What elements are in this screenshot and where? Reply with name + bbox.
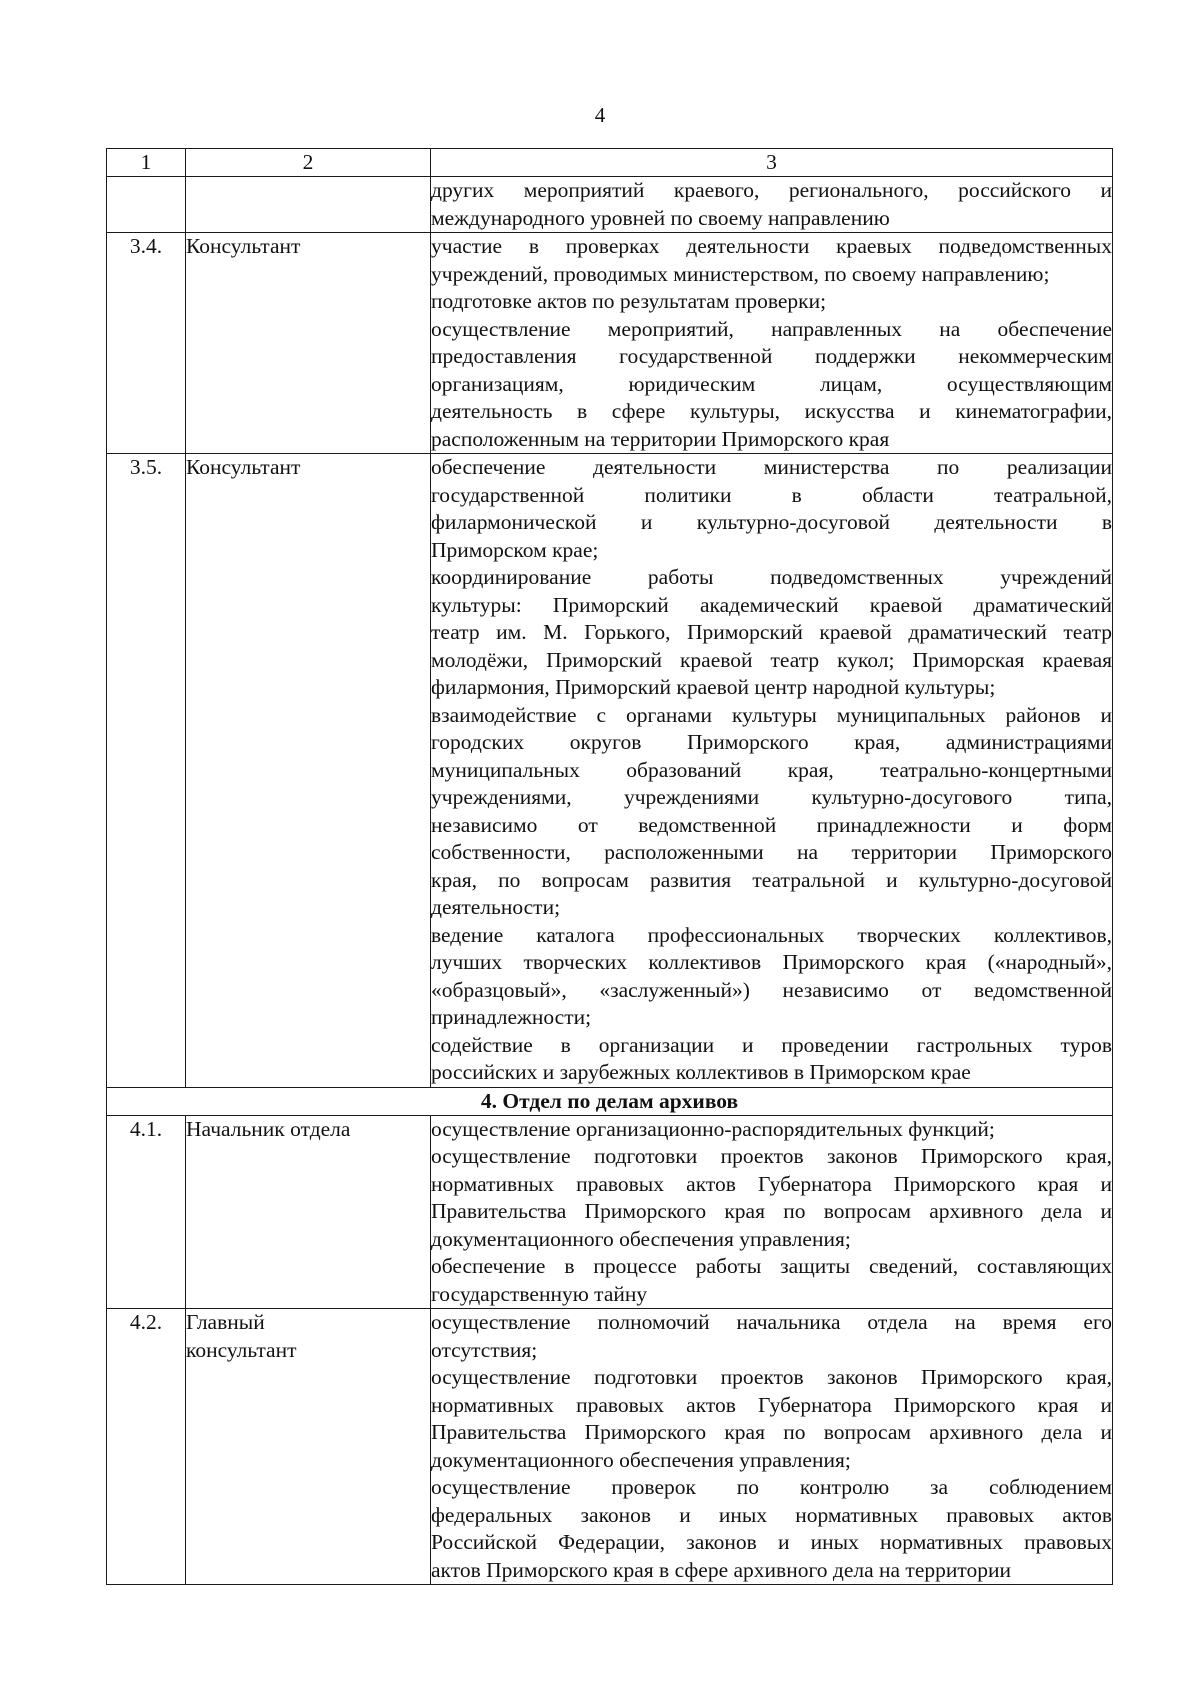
duty-line: осуществление полномочий начальника отдела на время его bbox=[431, 1310, 1112, 1334]
duty-line: Правительства Приморского края по вопросам архивного дела и bbox=[431, 1199, 1112, 1223]
table-row bbox=[107, 233, 1113, 454]
column-header-1: 1 bbox=[107, 149, 186, 177]
duty-line: Приморском крае; bbox=[431, 537, 599, 562]
row-number: 3.5. bbox=[107, 454, 186, 1088]
duty-line: городских округов Приморского края, администрациями bbox=[431, 730, 1112, 754]
position-title-line: консультант bbox=[186, 1337, 297, 1362]
duty-line: документационного обеспечения управления; bbox=[431, 1226, 851, 1251]
position-title-line: Главный bbox=[186, 1310, 265, 1334]
position-title bbox=[186, 1309, 431, 1585]
position-title: Начальник отдела bbox=[186, 1115, 431, 1309]
duty-line: расположенным на территории Приморского края bbox=[431, 426, 890, 451]
section-title: 4. Отдел по делам архивов bbox=[107, 1087, 1113, 1115]
table-header-row bbox=[107, 149, 1113, 177]
duty-line: «образцовый», «заслуженный») независимо от ведомственной bbox=[431, 977, 1112, 1002]
duty-line: филармония, Приморский краевой центр народной культуры; bbox=[431, 675, 996, 699]
duty-line: российских и зарубежных коллективов в Приморском крае bbox=[431, 1060, 971, 1084]
duty-line: подготовке актов по результатам проверки; bbox=[431, 289, 827, 313]
duty-line: государственную тайну bbox=[431, 1281, 648, 1306]
duty-line: театр им. М. Горького, Приморский краевой драматический театр bbox=[431, 620, 1112, 644]
duty-line: филармонической и культурно-досуговой деятельности в bbox=[431, 510, 1112, 534]
staff-duties-table bbox=[106, 148, 1113, 1585]
position-title: Консультант bbox=[186, 454, 431, 1088]
duty-line: содействие в организации и проведении гастрольных туров bbox=[431, 1032, 1112, 1057]
duty-line: участие в проверках деятельности краевых подведомственных bbox=[431, 234, 1112, 258]
duty-line: принадлежности; bbox=[431, 1005, 592, 1029]
duty-line: отсутствия; bbox=[431, 1337, 538, 1362]
duty-line: нормативных правовых актов Губернатора Приморского края и bbox=[431, 1171, 1112, 1196]
duty-line: актов Приморского края в сфере архивного дела на территории bbox=[431, 1557, 1011, 1582]
row-number: 3.4. bbox=[107, 233, 186, 454]
duty-line: предоставления государственной поддержки некоммерческим bbox=[431, 344, 1112, 368]
table-row bbox=[107, 1115, 1113, 1309]
duty-line: документационного обеспечения управления; bbox=[431, 1447, 851, 1472]
table-row bbox=[107, 177, 1113, 233]
duty-line: деятельность в сфере культуры, искусства и кинематографии, bbox=[431, 399, 1112, 423]
duty-line: международного уровней по своему направлению bbox=[431, 205, 890, 230]
duty-line: координирование работы подведомственных учреждений bbox=[431, 565, 1112, 589]
table-row bbox=[107, 454, 1113, 1088]
duty-line: государственной политики в области театральной, bbox=[431, 482, 1112, 507]
duty-line: обеспечение деятельности министерства по реализации bbox=[431, 455, 1112, 479]
duty-line: ведение каталога профессиональных творческих коллективов, bbox=[431, 922, 1112, 947]
row-number: 4.1. bbox=[107, 1115, 186, 1309]
duties-cell bbox=[431, 177, 1113, 233]
duty-line: Российской Федерации, законов и иных нормативных правовых bbox=[431, 1530, 1112, 1554]
section-row bbox=[107, 1087, 1113, 1115]
duty-line: учреждений, проводимых министерством, по своему направлению; bbox=[431, 261, 1050, 286]
row-number bbox=[107, 177, 186, 233]
duty-line: осуществление организационно-распорядительных функций; bbox=[431, 1116, 995, 1141]
duties-cell bbox=[431, 1309, 1113, 1585]
duty-line: края, по вопросам развития театральной и культурно-досуговой bbox=[431, 867, 1112, 892]
duty-line: осуществление проверок по контролю за соблюдением bbox=[431, 1475, 1112, 1499]
duty-line: независимо от ведомственной принадлежности и форм bbox=[431, 812, 1112, 837]
duty-line: собственности, расположенными на территории Приморского bbox=[431, 840, 1112, 864]
position-title: Консультант bbox=[186, 233, 431, 454]
duty-line: культуры: Приморский академический краевой драматический bbox=[431, 592, 1112, 617]
duty-line: муниципальных образований края, театрально-концертными bbox=[431, 757, 1112, 782]
duties-cell bbox=[431, 233, 1113, 454]
duty-line: лучших творческих коллективов Приморского края («народный», bbox=[431, 950, 1112, 974]
column-header-2: 2 bbox=[186, 149, 431, 177]
duty-line: осуществление подготовки проектов законов Приморского края, bbox=[431, 1365, 1112, 1389]
duty-line: нормативных правовых актов Губернатора Приморского края и bbox=[431, 1392, 1112, 1417]
duty-line: федеральных законов и иных нормативных правовых актов bbox=[431, 1502, 1112, 1527]
duty-line: взаимодействие с органами культуры муниципальных районов и bbox=[431, 702, 1112, 727]
duty-line: учреждениями, учреждениями культурно-досугового типа, bbox=[431, 785, 1112, 809]
duty-line: осуществление мероприятий, направленных на обеспечение bbox=[431, 316, 1112, 341]
row-number: 4.2. bbox=[107, 1309, 186, 1585]
duty-line: молодёжи, Приморский краевой театр кукол; Приморская краевая bbox=[431, 647, 1112, 672]
position-title bbox=[186, 177, 431, 233]
table-row bbox=[107, 1309, 1113, 1585]
duty-line: других мероприятий краевого, регионального, российского и bbox=[431, 178, 1112, 202]
column-header-3: 3 bbox=[431, 149, 1113, 177]
duty-line: Правительства Приморского края по вопросам архивного дела и bbox=[431, 1420, 1112, 1444]
duty-line: осуществление подготовки проектов законов Приморского края, bbox=[431, 1144, 1112, 1168]
duty-line: организациям, юридическим лицам, осуществляющим bbox=[431, 371, 1112, 396]
page-number: 4 bbox=[594, 103, 606, 127]
duties-cell bbox=[431, 1115, 1113, 1309]
duties-cell bbox=[431, 454, 1113, 1088]
duty-line: обеспечение в процессе работы защиты сведений, составляющих bbox=[431, 1254, 1112, 1278]
duty-line: деятельности; bbox=[431, 895, 561, 919]
